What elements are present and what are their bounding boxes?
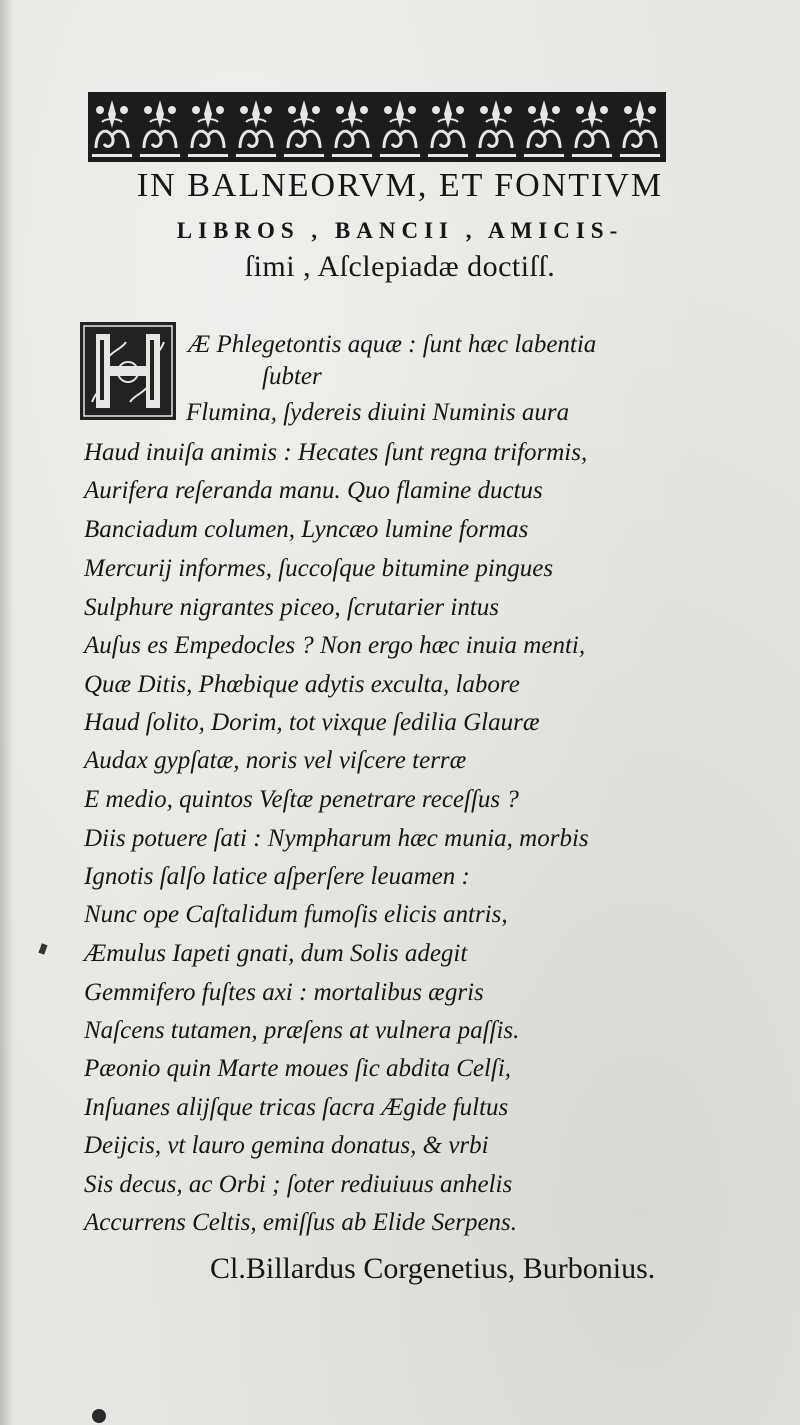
poem-line: Gemmifero fuſtes axi : mortalibus ægris [84, 979, 484, 1006]
poem-line: Inſuanes alijſque tricas ſacra Ægide fultus [84, 1094, 509, 1121]
poem-line: Quæ Ditis, Phœbique adytis exculta, labore [84, 671, 520, 698]
poem-line: Flumina, ſydereis diuini Numinis aura [186, 399, 570, 426]
poem-line: Aurifera reſeranda manu. Quo flamine ductus [84, 477, 543, 504]
poem-line: Auſus es Empedocles ? Non ergo hæc inuia menti, [84, 632, 586, 659]
decorated-initial-h [80, 322, 176, 420]
poem-line: Æmulus Iapeti gnati, dum Solis adegit [84, 940, 468, 967]
poem-line-1a: Æ Phlegetontis aquæ : ſunt hæc labentia [188, 331, 597, 358]
title-line-3: ſimi , Aſclepiadæ doctiſſ. [244, 250, 556, 283]
title-line-2: LIBROS , BANCII , AMICIS- [176, 218, 624, 243]
poem-line: Haud ſolito, Dorim, tot vixque ſedilia Glauræ [84, 709, 540, 736]
ornament-header-band [88, 92, 666, 162]
poem-line: Mercurij informes, ſuccoſque bitumine pingues [84, 555, 554, 582]
poem-line: Ignotis ſalſo latice aſperſere leuamen : [84, 863, 470, 890]
poem-line: Audax gypſatæ, noris vel viſcere terræ [84, 747, 467, 774]
title-line-1: IN BALNEORVM, ET FONTIVM [136, 167, 664, 204]
poem-line: E medio, quintos Veſtæ penetrare receſſus ? [84, 786, 519, 813]
signature-line: Cl.Billardus Corgenetius, Burbonius. [210, 1252, 656, 1285]
poem-line: Haud inuiſa animis : Hecates ſunt regna triformis, [84, 439, 588, 466]
poem-line: Sis decus, ac Orbi ; ſoter rediuiuus anhelis [84, 1171, 513, 1198]
page-edge-shadow [0, 0, 14, 1425]
poem-line: Nunc ope Caſtalidum fumoſis elicis antris, [84, 901, 508, 928]
poem-line: Diis potuere ſati : Nympharum hæc munia, morbis [84, 825, 589, 852]
poem-line: Deijcis, vt lauro gemina donatus, & vrbi [84, 1132, 489, 1159]
poem-line: Sulphure nigrantes piceo, ſcrutarier intus [84, 594, 500, 621]
ink-spot [92, 1409, 106, 1423]
poem-line: Accurrens Celtis, emiſſus ab Elide Serpens. [84, 1209, 518, 1236]
poem-line: Pæonio quin Marte moues ſic abdita Celſi, [84, 1055, 512, 1082]
poem-line: Naſcens tutamen, præſens at vulnera paſſis. [84, 1017, 520, 1044]
poem-line-1b: ſubter [262, 363, 322, 390]
poem-line: Banciadum columen, Lyncæo lumine formas [84, 516, 529, 543]
